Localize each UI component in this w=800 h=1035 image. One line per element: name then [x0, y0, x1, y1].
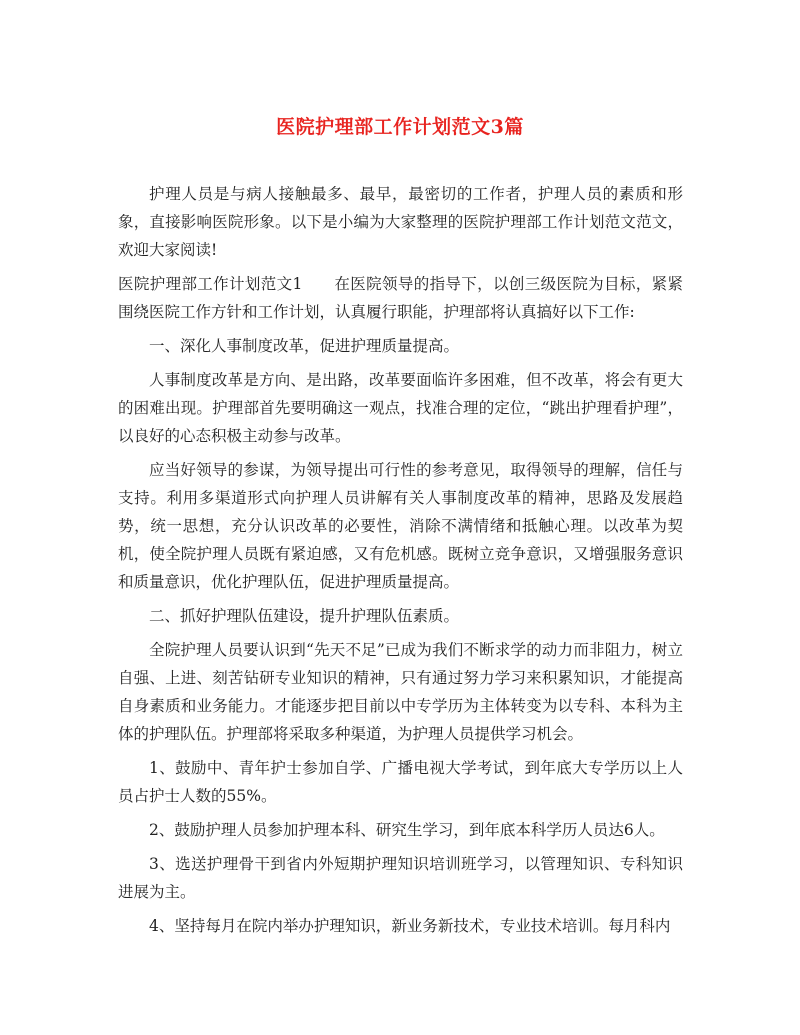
paragraph: 人事制度改革是方向、是出路，改革要面临许多困难，但不改革，将会有更大的困难出现。护理部首先要明确这一观点，找准合理的定位，“跳出护理看护理”，以良好的心态积极主动参与改革。: [118, 371, 683, 445]
section-heading-1: 一、深化人事制度改革，促进护理质量提高。: [149, 337, 460, 355]
list-item: 1、鼓励中、青年护士参加自学、广播电视大学考试，到年底大专学历以上人员占护士人数的55%。: [118, 759, 683, 805]
paragraph: 全院护理人员要认识到“先天不足”已成为我们不断求学的动力而非阻力，树立自强、上进、刻苦钻研专业知识的精神，只有通过努力学习来积累知识，才能提高自身素质和业务能力。才能逐步把目前以中专学历为主体转变为以专科、本科为主体的护理队伍。护理部将采取多种渠道，为护理人员提供学习机会。: [118, 641, 683, 743]
document-body: [118, 180, 683, 946]
list-item: 2、鼓励护理人员参加护理本科、研究生学习，到年底本科学历人员达6人。: [149, 821, 665, 839]
list-item: 3、选送护理骨干到省内外短期护理知识培训班学习，以管理知识、专科知识进展为主。: [118, 855, 683, 901]
list-item: 4、坚持每月在院内举办护理知识，新业务新技术，专业技术培训。每月科内: [149, 917, 671, 935]
paragraph-plan-1-intro: 医院护理部工作计划范文1 在医院领导的指导下，以创三级医院为目标，紧紧围绕医院工作方针和工作计划，认真履行职能，护理部将认真搞好以下工作:: [118, 275, 683, 321]
section-heading-2: 二、抓好护理队伍建设，提升护理队伍素质。: [149, 607, 460, 625]
paragraph: 应当好领导的参谋，为领导提出可行性的参考意见，取得领导的理解，信任与支持。利用多渠道形式向护理人员讲解有关人事制度改革的精神，思路及发展趋势，统一思想，充分认识改革的必要性，消除不满情绪和抵触心理。以改革为契机，使全院护理人员既有紧迫感，又有危机感。既树立竞争意识，又增强服务意识和质量意识，优化护理队伍，促进护理质量提高。: [118, 461, 683, 591]
paragraph-intro: 护理人员是与病人接触最多、最早，最密切的工作者，护理人员的素质和形象，直接影响医院形象。以下是小编为大家整理的医院护理部工作计划范文范文，欢迎大家阅读!: [118, 185, 683, 259]
page-title: 医院护理部工作计划范文3篇: [276, 116, 524, 138]
